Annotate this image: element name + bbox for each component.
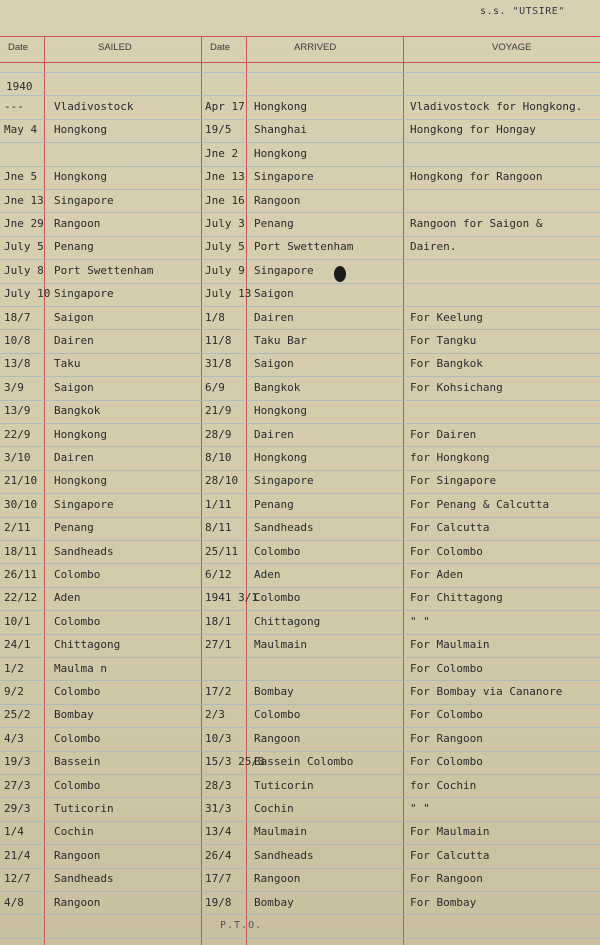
voyage-note: Rangoon for Saigon & — [410, 217, 543, 230]
table-row — [0, 194, 600, 217]
voyage-note: For Colombo — [410, 545, 483, 558]
table-row — [0, 638, 600, 661]
arrived-port: Hongkong — [254, 147, 307, 160]
sailed-date: 19/3 — [4, 755, 31, 768]
table-row — [0, 264, 600, 287]
voyage-note: For Kohsichang — [410, 381, 503, 394]
arrived-date: 25/11 — [205, 545, 239, 558]
voyage-note: For Tangku — [410, 334, 477, 347]
arrived-port: Saigon — [254, 357, 294, 370]
voyage-note: For Colombo — [410, 708, 483, 721]
sailed-date: July 10 — [4, 287, 51, 300]
table-row — [0, 545, 600, 568]
table-row — [0, 334, 600, 357]
arrived-port: Rangoon — [254, 872, 301, 885]
table-row — [0, 779, 600, 802]
sailed-port: Bassein — [54, 755, 101, 768]
arrived-port: Aden — [254, 568, 281, 581]
sailed-port: Colombo — [54, 568, 101, 581]
sailed-port: Penang — [54, 240, 94, 253]
sailed-date: May 4 — [4, 123, 38, 136]
arrived-date: 13/4 — [205, 825, 232, 838]
arrived-port: Cochin — [254, 802, 294, 815]
sailed-port: Sandheads — [54, 872, 114, 885]
voyage-note: For Maulmain — [410, 638, 490, 651]
sailed-port: Rangoon — [54, 896, 101, 909]
header-voyage: VOYAGE — [492, 42, 532, 53]
arrived-date: Jne 16 — [205, 194, 245, 207]
sailed-port: Tuticorin — [54, 802, 114, 815]
arrived-date: July 5 — [205, 240, 245, 253]
sailed-date: Jne 29 — [4, 217, 44, 230]
table-row — [0, 217, 600, 240]
table-row — [0, 147, 600, 170]
arrived-port: Dairen — [254, 311, 294, 324]
sailed-port: Port Swettenham — [54, 264, 154, 277]
voyage-note: For Chittagong — [410, 591, 503, 604]
table-row — [0, 357, 600, 380]
sailed-date: 21/4 — [4, 849, 31, 862]
sailed-date: 4/3 — [4, 732, 24, 745]
table-row — [0, 685, 600, 708]
voyage-note: For Calcutta — [410, 849, 490, 862]
arrived-date: 28/10 — [205, 474, 239, 487]
table-row — [0, 123, 600, 146]
sailed-port: Colombo — [54, 685, 101, 698]
arrived-date: 17/2 — [205, 685, 232, 698]
sailed-port: Bangkok — [54, 404, 101, 417]
voyage-note: For Colombo — [410, 662, 483, 675]
sailed-date: 22/12 — [4, 591, 38, 604]
arrived-port: Sandheads — [254, 521, 314, 534]
sailed-date: July 5 — [4, 240, 44, 253]
sailed-port: Vladivostock — [54, 100, 134, 113]
arrived-date: 1/8 — [205, 311, 225, 324]
sailed-date: 18/7 — [4, 311, 31, 324]
table-row — [0, 451, 600, 474]
header-sailed: SAILED — [98, 42, 132, 53]
arrived-port: Sandheads — [254, 849, 314, 862]
sailed-date: 24/1 — [4, 638, 31, 651]
sailed-date: 10/8 — [4, 334, 31, 347]
table-row — [0, 498, 600, 521]
arrived-date: July 3 — [205, 217, 245, 230]
voyage-note: For Rangoon — [410, 732, 483, 745]
arrived-date: 18/1 — [205, 615, 232, 628]
header-date-arrived: Date — [210, 42, 231, 53]
sailed-date: Jne 13 — [4, 194, 44, 207]
arrived-port: Bassein Colombo — [254, 755, 354, 768]
table-row — [0, 708, 600, 731]
arrived-port: Rangoon — [254, 194, 301, 207]
table-row — [0, 615, 600, 638]
table-row — [0, 872, 600, 895]
table-row — [0, 849, 600, 872]
voyage-note: For Calcutta — [410, 521, 490, 534]
table-row — [0, 381, 600, 404]
table-row — [0, 404, 600, 427]
arrived-date: 28/3 — [205, 779, 232, 792]
arrived-port: Dairen — [254, 428, 294, 441]
arrived-date: 6/9 — [205, 381, 225, 394]
arrived-date: 8/10 — [205, 451, 232, 464]
sailed-date: 4/8 — [4, 896, 24, 909]
sailed-port: Singapore — [54, 498, 114, 511]
sailed-port: Singapore — [54, 287, 114, 300]
arrived-port: Saigon — [254, 287, 294, 300]
arrived-port: Penang — [254, 217, 294, 230]
voyage-note: Hongkong for Rangoon — [410, 170, 543, 183]
arrived-date: 21/9 — [205, 404, 232, 417]
voyage-note: For Colombo — [410, 755, 483, 768]
sailed-date: 3/9 — [4, 381, 24, 394]
arrived-port: Bombay — [254, 685, 294, 698]
sailed-date: 1/2 — [4, 662, 24, 675]
sailed-date: 30/10 — [4, 498, 38, 511]
voyage-note: For Aden — [410, 568, 463, 581]
sailed-port: Cochin — [54, 825, 94, 838]
arrived-port: Port Swettenham — [254, 240, 354, 253]
sailed-date: 10/1 — [4, 615, 31, 628]
arrived-date: 26/4 — [205, 849, 232, 862]
arrived-port: Singapore — [254, 264, 314, 277]
arrived-date: 31/3 — [205, 802, 232, 815]
sailed-date: 26/11 — [4, 568, 38, 581]
arrived-date: 27/1 — [205, 638, 232, 651]
arrived-port: Maulmain — [254, 825, 307, 838]
sailed-port: Chittagong — [54, 638, 121, 651]
arrived-port: Maulmain — [254, 638, 307, 651]
header-arrived: ARRIVED — [294, 42, 337, 53]
sailed-port: Dairen — [54, 451, 94, 464]
voyage-note: For Singapore — [410, 474, 497, 487]
voyage-note: " " — [410, 802, 430, 815]
arrived-date: 1/11 — [205, 498, 232, 511]
sailed-date: 25/2 — [4, 708, 31, 721]
table-row — [0, 311, 600, 334]
arrived-port: Shanghai — [254, 123, 307, 136]
table-row — [0, 521, 600, 544]
arrived-port: Bangkok — [254, 381, 301, 394]
sailed-date: 9/2 — [4, 685, 24, 698]
sailed-port: Penang — [54, 521, 94, 534]
voyage-note: For Keelung — [410, 311, 483, 324]
sailed-date: 2/11 — [4, 521, 31, 534]
sailed-date: 13/9 — [4, 404, 31, 417]
sailed-port: Bombay — [54, 708, 94, 721]
header-top-line — [0, 36, 600, 37]
voyage-note: For Bombay via Cananore — [410, 685, 563, 698]
sailed-date: 21/10 — [4, 474, 38, 487]
voyage-note: " " — [410, 615, 430, 628]
sailed-date: 3/10 — [4, 451, 31, 464]
sailed-date: Jne 5 — [4, 170, 38, 183]
arrived-port: Hongkong — [254, 451, 307, 464]
sailed-port: Hongkong — [54, 123, 107, 136]
arrived-date: 17/7 — [205, 872, 232, 885]
sailed-port: Hongkong — [54, 428, 107, 441]
sailed-port: Saigon — [54, 311, 94, 324]
arrived-date: 6/12 — [205, 568, 232, 581]
table-row — [0, 896, 600, 919]
arrived-port: Colombo — [254, 708, 301, 721]
table-row — [0, 802, 600, 825]
arrived-date: 28/9 — [205, 428, 232, 441]
arrived-date: 31/8 — [205, 357, 232, 370]
sailed-date: 27/3 — [4, 779, 31, 792]
sailed-port: Hongkong — [54, 170, 107, 183]
table-row — [0, 428, 600, 451]
table-row — [0, 240, 600, 263]
header-date-sailed: Date — [8, 42, 29, 53]
sailed-port: Colombo — [54, 779, 101, 792]
voyage-note: For Maulmain — [410, 825, 490, 838]
table-row — [0, 732, 600, 755]
arrived-date: Jne 2 — [205, 147, 239, 160]
header-bottom-line — [0, 62, 600, 63]
table-row — [0, 825, 600, 848]
table-row — [0, 591, 600, 614]
sailed-date: --- — [4, 100, 24, 113]
arrived-date: Jne 13 — [205, 170, 245, 183]
sailed-date: 12/7 — [4, 872, 31, 885]
arrived-port: Taku Bar — [254, 334, 307, 347]
sailed-port: Maulma n — [54, 662, 107, 675]
sailed-port: Colombo — [54, 732, 101, 745]
sailed-port: Saigon — [54, 381, 94, 394]
page-footer: P.T.O. — [220, 920, 263, 931]
voyage-note: Hongkong for Hongay — [410, 123, 536, 136]
sailed-port: Singapore — [54, 194, 114, 207]
table-row — [0, 170, 600, 193]
arrived-date: 10/3 — [205, 732, 232, 745]
table-row — [0, 100, 600, 123]
table-row — [0, 662, 600, 685]
arrived-date: 15/3 25/3 — [205, 755, 265, 768]
arrived-port: Penang — [254, 498, 294, 511]
sailed-port: Sandheads — [54, 545, 114, 558]
arrived-date: Apr 17 — [205, 100, 245, 113]
ruled-line — [0, 938, 600, 939]
voyage-note: Dairen. — [410, 240, 457, 253]
sailed-port: Dairen — [54, 334, 94, 347]
sailed-date: 29/3 — [4, 802, 31, 815]
arrived-port: Hongkong — [254, 100, 307, 113]
table-row — [0, 287, 600, 310]
arrived-date: 8/11 — [205, 521, 232, 534]
arrived-port: Bombay — [254, 896, 294, 909]
sailed-port: Rangoon — [54, 217, 101, 230]
sailed-date: 13/8 — [4, 357, 31, 370]
arrived-date: 11/8 — [205, 334, 232, 347]
arrived-port: Colombo — [254, 591, 301, 604]
table-row — [0, 755, 600, 778]
sailed-date: July 8 — [4, 264, 44, 277]
table-row — [0, 568, 600, 591]
sailed-date: 1/4 — [4, 825, 24, 838]
arrived-date: July 13 — [205, 287, 252, 300]
sailed-date: 18/11 — [4, 545, 38, 558]
sailed-date: 22/9 — [4, 428, 31, 441]
sailed-port: Aden — [54, 591, 81, 604]
ship-name: s.s. "UTSIRE" — [480, 6, 565, 17]
arrived-date: 1941 3/1 — [205, 591, 258, 604]
voyage-note: For Bombay — [410, 896, 477, 909]
sailed-port: Colombo — [54, 615, 101, 628]
arrived-date: 2/3 — [205, 708, 225, 721]
voyage-note: Vladivostock for Hongkong. — [410, 100, 583, 113]
table-row — [0, 474, 600, 497]
arrived-port: Hongkong — [254, 404, 307, 417]
arrived-port: Chittagong — [254, 615, 321, 628]
voyage-note: For Penang & Calcutta — [410, 498, 550, 511]
voyage-note: for Hongkong — [410, 451, 490, 464]
sailed-port: Hongkong — [54, 474, 107, 487]
year-label: 1940 — [6, 80, 33, 93]
voyage-note: for Cochin — [410, 779, 477, 792]
arrived-date: July 9 — [205, 264, 245, 277]
ruled-line — [0, 72, 600, 73]
arrived-port: Singapore — [254, 474, 314, 487]
arrived-port: Tuticorin — [254, 779, 314, 792]
arrived-port: Colombo — [254, 545, 301, 558]
voyage-note: For Rangoon — [410, 872, 483, 885]
arrived-date: 19/5 — [205, 123, 232, 136]
sailed-port: Taku — [54, 357, 81, 370]
sailed-port: Rangoon — [54, 849, 101, 862]
arrived-port: Rangoon — [254, 732, 301, 745]
arrived-port: Singapore — [254, 170, 314, 183]
ruled-line — [0, 95, 600, 96]
ink-blot — [334, 266, 346, 282]
voyage-note: For Bangkok — [410, 357, 483, 370]
arrived-date: 19/8 — [205, 896, 232, 909]
voyage-note: For Dairen — [410, 428, 477, 441]
